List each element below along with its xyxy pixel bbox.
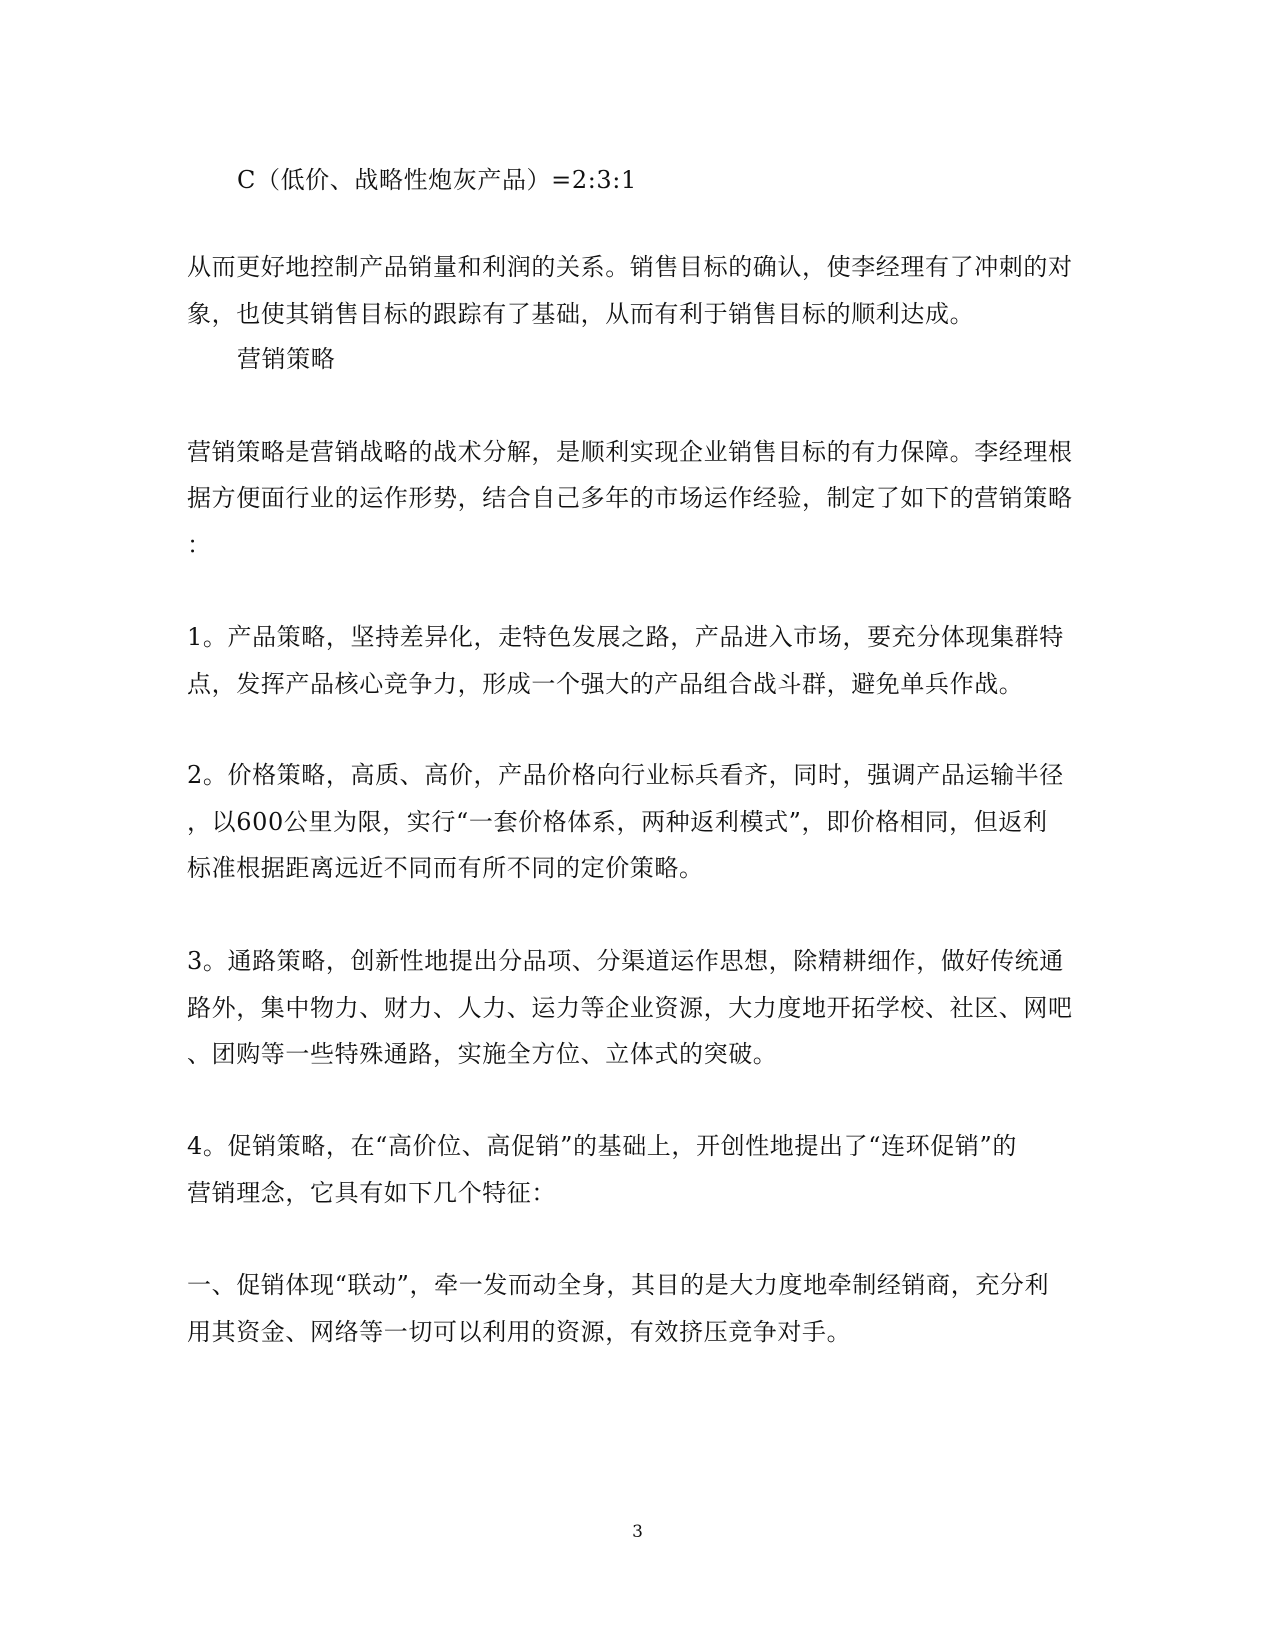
paragraph-line: 营销理念，它具有如下几个特征： — [187, 1179, 556, 1207]
paragraph-line: 一、促销体现“联动”，牵一发而动全身，其目的是大力度地牵制经销商，充分利 — [187, 1271, 1050, 1299]
paragraph-line: 据方便面行业的运作形势，结合自己多年的市场运作经验，制定了如下的营销策略 — [187, 484, 1073, 512]
paragraph-line: 象，也使其销售目标的跟踪有了基础，从而有利于销售目标的顺利达成。 — [187, 300, 975, 328]
paragraph-line: 用其资金、网络等一切可以利用的资源，有效挤压竞争对手。 — [187, 1318, 852, 1346]
paragraph-line: 2。价格策略，高质、高价，产品价格向行业标兵看齐，同时，强调产品运输半径 — [187, 761, 1064, 789]
paragraph-line: 点，发挥产品核心竞争力，形成一个强大的产品组合战斗群，避免单兵作战。 — [187, 670, 1024, 698]
paragraph-line: 标准根据距离远近不同而有所不同的定价策略。 — [187, 854, 704, 882]
paragraph-line: 1。产品策略，坚持差异化，走特色发展之路，产品进入市场，要充分体现集群特 — [187, 623, 1064, 651]
section-heading: 营销策略 — [237, 345, 336, 373]
paragraph-line: 3。通路策略，创新性地提出分品项、分渠道运作思想，除精耕细作，做好传统通 — [187, 947, 1064, 975]
paragraph-line: 路外，集中物力、财力、人力、运力等企业资源，大力度地开拓学校、社区、网吧 — [187, 994, 1073, 1022]
page-number: 3 — [632, 1522, 643, 1542]
paragraph-line: ： — [187, 531, 212, 559]
paragraph-line: 从而更好地控制产品销量和利润的关系。销售目标的确认，使李经理有了冲刺的对 — [187, 253, 1073, 281]
paragraph-line: ，以600公里为限，实行“一套价格体系，两种返利模式”，即价格相同，但返利 — [187, 808, 1048, 836]
ratio-line: C（低价、战略性炮灰产品）=2:3:1 — [237, 166, 637, 194]
paragraph-line: 4。促销策略，在“高价位、高促销”的基础上，开创性地提出了“连环促销”的 — [187, 1132, 1017, 1160]
paragraph-line: 营销策略是营销战略的战术分解，是顺利实现企业销售目标的有力保障。李经理根 — [187, 438, 1073, 466]
paragraph-line: 、团购等一些特殊通路，实施全方位、立体式的突破。 — [187, 1040, 778, 1068]
